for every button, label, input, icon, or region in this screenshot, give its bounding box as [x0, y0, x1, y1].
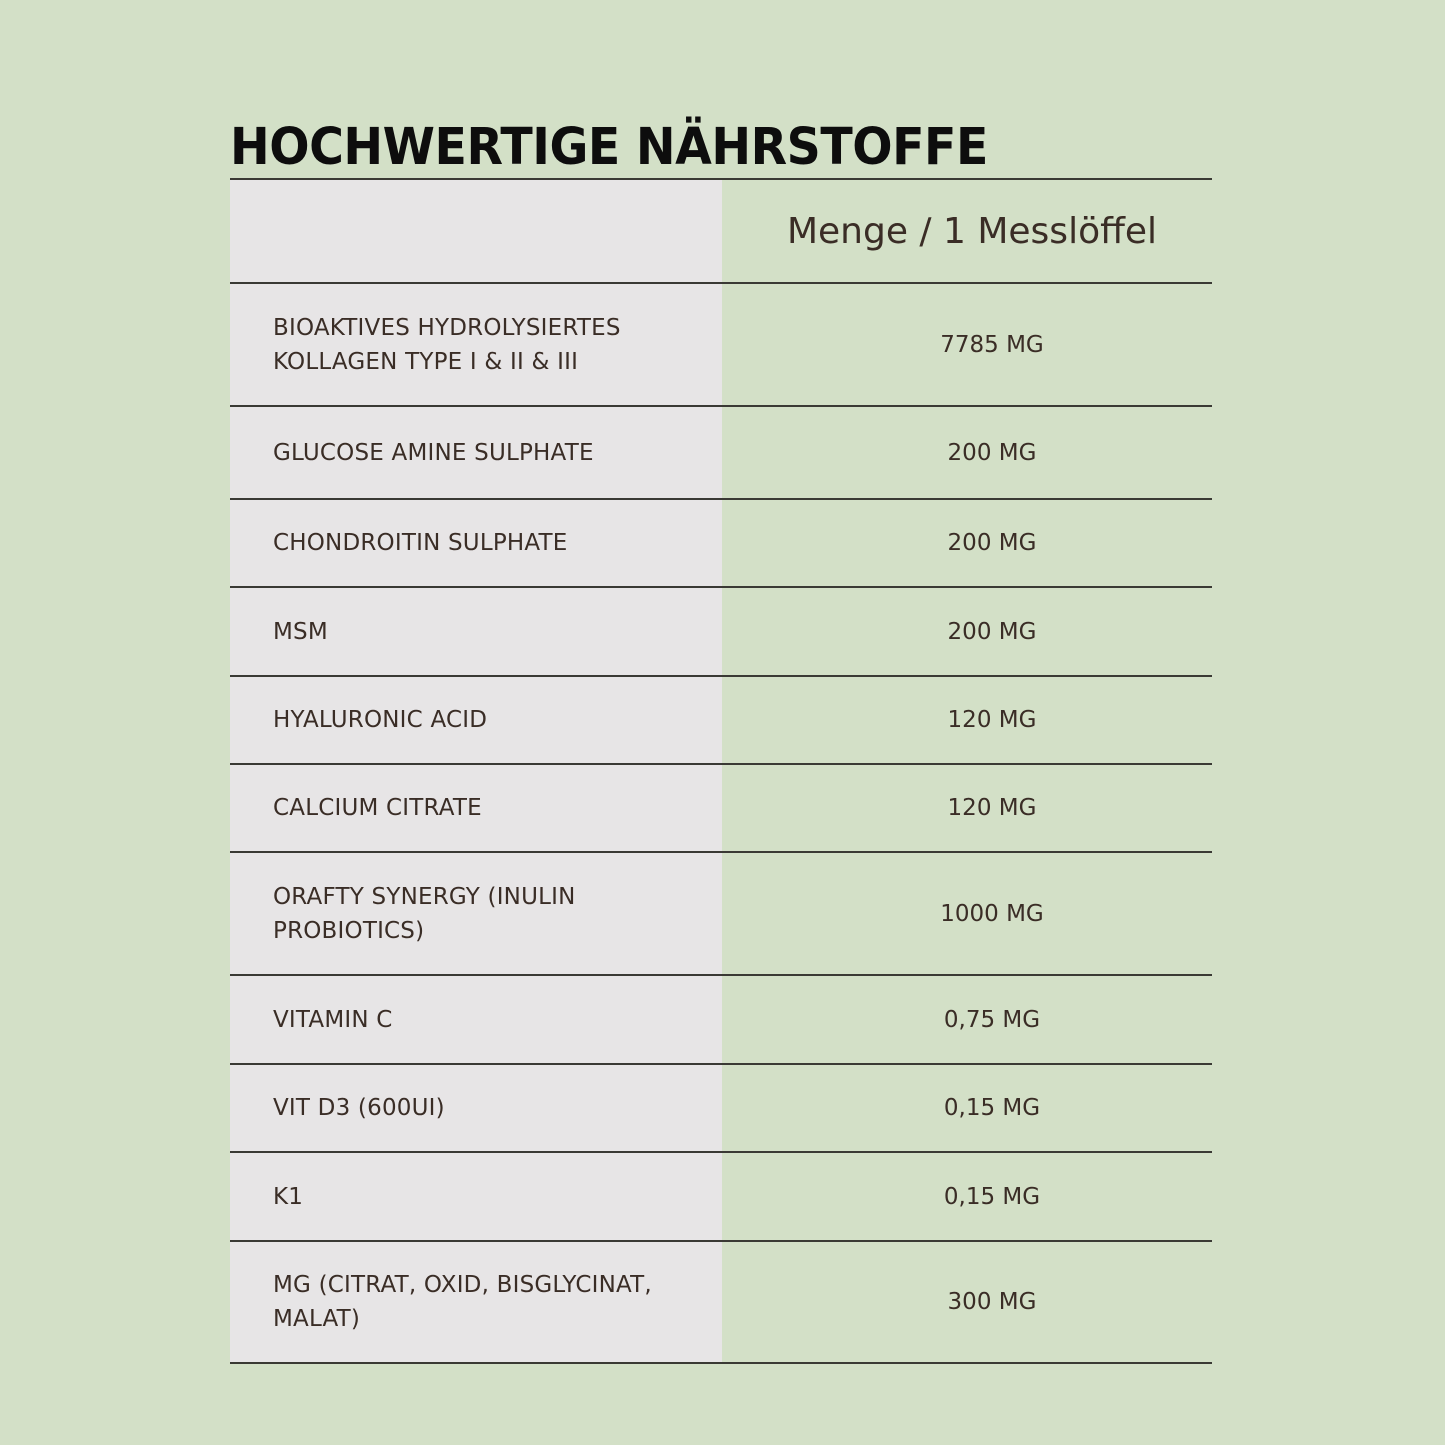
- nutrient-name: GLUCOSE AMINE SULPHATE: [230, 407, 722, 498]
- nutrient-name: VITAMIN C: [230, 976, 722, 1063]
- nutrient-amount: 1000 MG: [940, 900, 1044, 927]
- table-header-row: [230, 178, 1212, 282]
- header-name-cell: [230, 180, 722, 282]
- nutrient-name: MG (CITRAT, OXID, BISGLYCINAT, MALAT): [230, 1242, 722, 1362]
- nutrient-name: MSM: [230, 588, 722, 675]
- table-row: [230, 851, 1212, 974]
- table-row: [230, 498, 1212, 586]
- header-amount-cell: Menge / 1 Messlöffel: [786, 210, 1158, 252]
- nutrient-amount: 0,15 MG: [943, 1183, 1041, 1210]
- nutrient-amount: 200 MG: [947, 530, 1037, 556]
- nutrient-amount: 120 MG: [947, 707, 1037, 733]
- table-row: [230, 763, 1212, 851]
- table-row: [230, 1240, 1212, 1364]
- page-title: HOCHWERTIGE NÄHRSTOFFE: [230, 118, 988, 178]
- table-row: [230, 586, 1212, 675]
- nutrient-name: CHONDROITIN SULPHATE: [230, 500, 722, 586]
- table-row: [230, 675, 1212, 763]
- nutrient-amount: 200 MG: [947, 439, 1037, 466]
- nutrient-amount: 7785 MG: [940, 331, 1044, 358]
- nutrient-amount: 0,15 MG: [943, 1095, 1041, 1121]
- table-row: [230, 1151, 1212, 1240]
- nutrient-amount: 300 MG: [947, 1289, 1037, 1315]
- nutrient-amount: 0,75 MG: [943, 1006, 1041, 1033]
- table-row: [230, 1063, 1212, 1151]
- nutrient-name: VIT D3 (600UI): [230, 1065, 722, 1151]
- nutrient-amount: 120 MG: [947, 795, 1037, 821]
- nutrient-table: [230, 178, 1212, 1364]
- nutrient-name: K1: [230, 1153, 722, 1240]
- table-row: [230, 405, 1212, 498]
- nutrient-name: HYALURONIC ACID: [230, 677, 722, 763]
- nutrient-amount: 200 MG: [947, 618, 1037, 645]
- nutrient-name: CALCIUM CITRATE: [230, 765, 722, 851]
- table-row: [230, 974, 1212, 1063]
- nutrient-name: ORAFTY SYNERGY (INULIN PROBIOTICS): [230, 853, 722, 974]
- nutrient-name: BIOAKTIVES HYDROLYSIERTES KOLLAGEN TYPE I & II & III: [230, 284, 722, 405]
- table-row: [230, 282, 1212, 405]
